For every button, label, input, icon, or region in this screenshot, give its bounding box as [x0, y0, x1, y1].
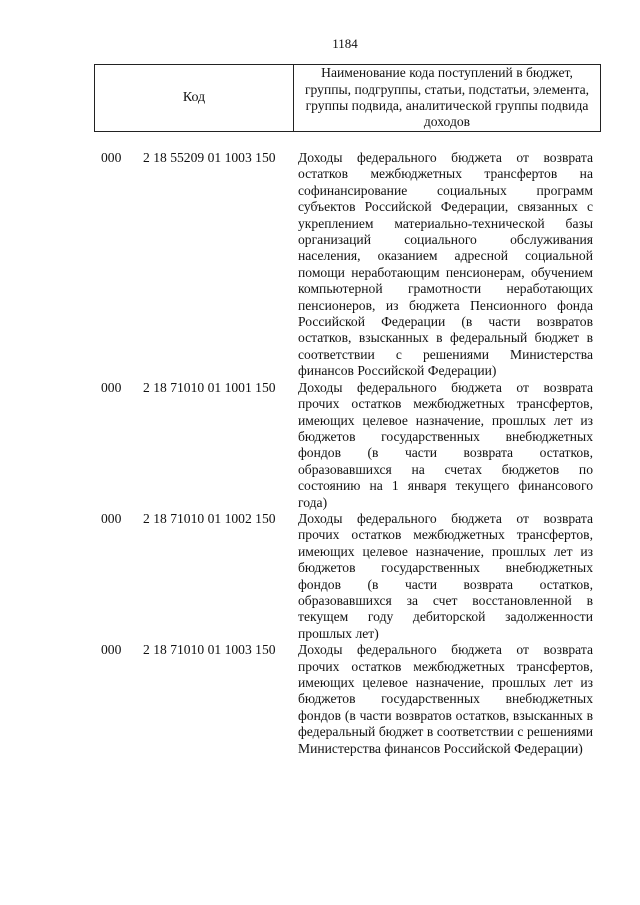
budget-code: 2 18 71010 01 1001 150 [143, 379, 276, 395]
page-number: 1184 [332, 36, 358, 51]
code-list [101, 150, 593, 757]
code-row [101, 380, 593, 511]
code-row [101, 150, 593, 380]
budget-code: 2 18 55209 01 1003 150 [143, 150, 276, 165]
header-name-label: Наименование кода поступлений в бюджет, группы, подгруппы, статьи, подстатьи, элемента, группы подвида, аналитической группы подвида доходов [304, 65, 590, 130]
income-name: Доходы федерального бюджета от возврата остатков межбюджетных трансфертов на софинансирование социальных программ субъектов Российской Федерации, связанных с укреплением материально-технической базы организаций социального обслуживания населения, оказанием адресной социальной помощи неработающим пенсионерам, обучением компьютерной грамотности неработающих пенсионеров, из бюджета Пенсионного фонда Российской Федерации (в части возвратов остатков, взысканных в федеральный бюджет в соответствии с решениями Министерства финансов Российской Федерации) [298, 150, 593, 379]
admin-code: 000 [101, 642, 122, 658]
income-name: Доходы федерального бюджета от возврата прочих остатков межбюджетных трансфертов, имеющих целевое назначение, прошлых лет из бюджетов государственных внебюджетных фондов (в части возврата остатков, образовавшихся за счет восстановленной в текущем году дебиторской задолженности прошлых лет) [298, 510, 593, 641]
header-table [94, 64, 601, 132]
admin-code: 000 [101, 150, 122, 165]
code-row [101, 642, 593, 757]
income-name: Доходы федерального бюджета от возврата прочих остатков межбюджетных трансфертов, имеющих целевое назначение, прошлых лет из бюджетов государственных внебюджетных фондов (в части возвратов остатков, взысканных в федеральный бюджет в соответствии с решениями Министерства финансов Российской Федерации) [298, 642, 593, 756]
admin-code: 000 [101, 510, 122, 526]
income-name: Доходы федерального бюджета от возврата прочих остатков межбюджетных трансфертов, имеющих целевое назначение, прошлых лет из бюджетов государственных внебюджетных фондов (в части возврата остатков, образовавшихся на счетах бюджетов по состоянию на 1 января текущего финансового года) [298, 379, 593, 510]
budget-code: 2 18 71010 01 1003 150 [143, 642, 276, 658]
code-row [101, 511, 593, 642]
budget-code: 2 18 71010 01 1002 150 [143, 510, 276, 526]
header-code-label: Код [95, 65, 294, 131]
admin-code: 000 [101, 379, 122, 395]
